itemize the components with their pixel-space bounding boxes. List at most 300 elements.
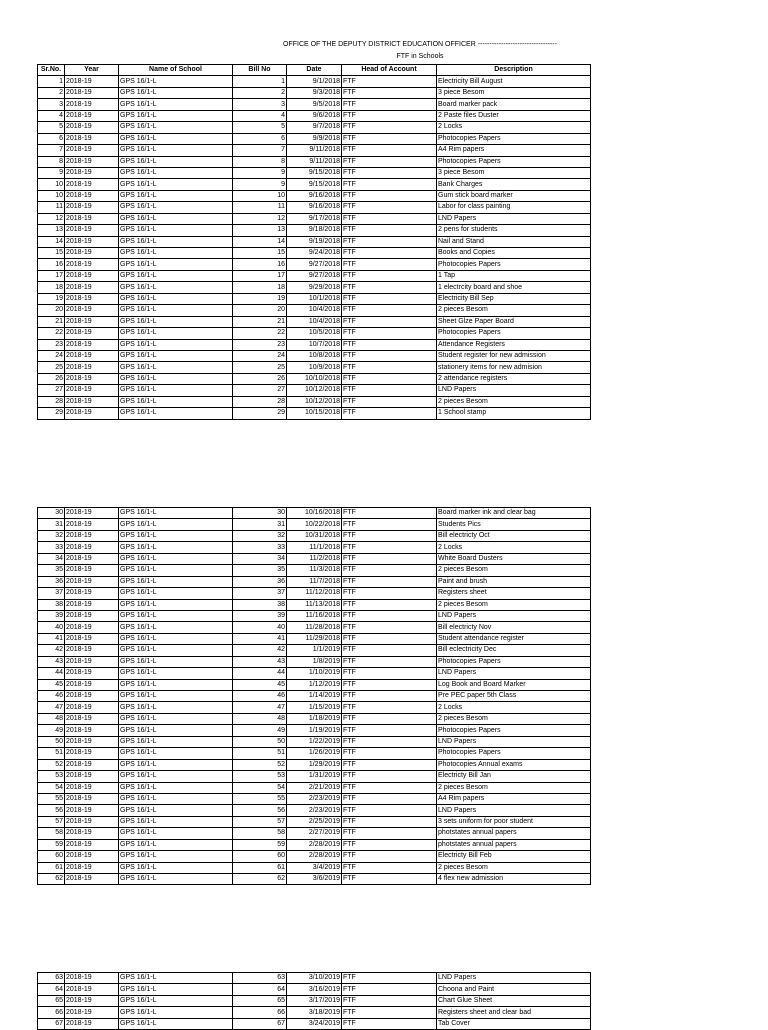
cell-school: GPS 16/1-L [119, 145, 233, 156]
cell-head-of-account: FTF [342, 270, 437, 281]
cell-bill-no: 41 [233, 633, 287, 644]
table-row [38, 668, 591, 679]
cell-school: GPS 16/1-L [119, 828, 233, 839]
cell-school: GPS 16/1-L [119, 259, 233, 270]
cell-year: 2018-19 [65, 530, 119, 541]
cell-sr-no: 39 [38, 610, 65, 621]
cell-description: Tab Cover [437, 1018, 591, 1029]
cell-bill-no: 28 [233, 396, 287, 407]
cell-year: 2018-19 [65, 610, 119, 621]
cell-year: 2018-19 [65, 874, 119, 885]
cell-head-of-account: FTF [342, 133, 437, 144]
ledger-table-section-1 [37, 64, 591, 420]
cell-sr-no: 13 [38, 225, 65, 236]
cell-description: Students Pics [437, 519, 591, 530]
cell-description: photstates annual papers [437, 839, 591, 850]
cell-year: 2018-19 [65, 816, 119, 827]
cell-sr-no: 21 [38, 316, 65, 327]
cell-year: 2018-19 [65, 316, 119, 327]
col-header-year: Year [65, 65, 119, 76]
cell-description: Pre PEC paper 5th Class [437, 691, 591, 702]
cell-school: GPS 16/1-L [119, 339, 233, 350]
cell-description: Electricity Bill August [437, 76, 591, 87]
cell-bill-no: 66 [233, 1007, 287, 1018]
cell-date: 11/28/2018 [287, 622, 342, 633]
cell-school: GPS 16/1-L [119, 110, 233, 121]
cell-bill-no: 29 [233, 408, 287, 419]
cell-bill-no: 40 [233, 622, 287, 633]
cell-school: GPS 16/1-L [119, 645, 233, 656]
cell-school: GPS 16/1-L [119, 508, 233, 519]
table-row [38, 202, 591, 213]
cell-date: 11/1/2018 [287, 542, 342, 553]
cell-bill-no: 35 [233, 565, 287, 576]
cell-year: 2018-19 [65, 771, 119, 782]
cell-sr-no: 55 [38, 793, 65, 804]
cell-school: GPS 16/1-L [119, 782, 233, 793]
cell-sr-no: 2 [38, 87, 65, 98]
cell-year: 2018-19 [65, 725, 119, 736]
cell-date: 9/18/2018 [287, 225, 342, 236]
cell-description: Bill electricty Nov [437, 622, 591, 633]
cell-sr-no: 45 [38, 679, 65, 690]
cell-date: 9/9/2018 [287, 133, 342, 144]
cell-year: 2018-19 [65, 305, 119, 316]
cell-description: LND Papers [437, 213, 591, 224]
cell-school: GPS 16/1-L [119, 984, 233, 995]
cell-school: GPS 16/1-L [119, 588, 233, 599]
table-row [38, 633, 591, 644]
cell-school: GPS 16/1-L [119, 519, 233, 530]
cell-bill-no: 42 [233, 645, 287, 656]
cell-head-of-account: FTF [342, 396, 437, 407]
cell-sr-no: 58 [38, 828, 65, 839]
cell-sr-no: 31 [38, 519, 65, 530]
cell-school: GPS 16/1-L [119, 270, 233, 281]
cell-date: 1/29/2019 [287, 759, 342, 770]
cell-bill-no: 64 [233, 984, 287, 995]
cell-school: GPS 16/1-L [119, 316, 233, 327]
cell-sr-no: 40 [38, 622, 65, 633]
cell-description: Electricty Bill Feb [437, 851, 591, 862]
cell-head-of-account: FTF [342, 87, 437, 98]
cell-sr-no: 43 [38, 656, 65, 667]
cell-description: Photocopies Papers [437, 133, 591, 144]
cell-head-of-account: FTF [342, 816, 437, 827]
cell-school: GPS 16/1-L [119, 293, 233, 304]
table-row [38, 599, 591, 610]
cell-description: 1 electrcity board and shoe [437, 282, 591, 293]
cell-sr-no: 22 [38, 328, 65, 339]
cell-year: 2018-19 [65, 122, 119, 133]
cell-description: Electricty Bill Jan [437, 771, 591, 782]
cell-year: 2018-19 [65, 645, 119, 656]
cell-sr-no: 1 [38, 76, 65, 87]
cell-date: 10/7/2018 [287, 339, 342, 350]
cell-date: 9/1/2018 [287, 76, 342, 87]
cell-head-of-account: FTF [342, 576, 437, 587]
cell-year: 2018-19 [65, 805, 119, 816]
cell-year: 2018-19 [65, 282, 119, 293]
cell-head-of-account: FTF [342, 76, 437, 87]
table-row [38, 282, 591, 293]
cell-school: GPS 16/1-L [119, 305, 233, 316]
cell-school: GPS 16/1-L [119, 328, 233, 339]
cell-year: 2018-19 [65, 839, 119, 850]
cell-date: 2/27/2019 [287, 828, 342, 839]
cell-head-of-account: FTF [342, 110, 437, 121]
cell-date: 9/24/2018 [287, 248, 342, 259]
table-row [38, 851, 591, 862]
cell-date: 9/27/2018 [287, 259, 342, 270]
cell-bill-no: 20 [233, 305, 287, 316]
cell-head-of-account: FTF [342, 984, 437, 995]
cell-date: 11/2/2018 [287, 553, 342, 564]
cell-head-of-account: FTF [342, 408, 437, 419]
cell-school: GPS 16/1-L [119, 668, 233, 679]
cell-sr-no: 23 [38, 339, 65, 350]
table-row [38, 679, 591, 690]
table-row [38, 984, 591, 995]
cell-head-of-account: FTF [342, 519, 437, 530]
cell-sr-no: 12 [38, 213, 65, 224]
cell-bill-no: 45 [233, 679, 287, 690]
cell-school: GPS 16/1-L [119, 713, 233, 724]
cell-sr-no: 35 [38, 565, 65, 576]
cell-date: 1/14/2019 [287, 691, 342, 702]
cell-date: 9/16/2018 [287, 202, 342, 213]
cell-head-of-account: FTF [342, 385, 437, 396]
cell-school: GPS 16/1-L [119, 373, 233, 384]
cell-year: 2018-19 [65, 542, 119, 553]
cell-date: 2/23/2019 [287, 793, 342, 804]
cell-school: GPS 16/1-L [119, 862, 233, 873]
cell-school: GPS 16/1-L [119, 839, 233, 850]
cell-description: LND Papers [437, 736, 591, 747]
cell-school: GPS 16/1-L [119, 759, 233, 770]
cell-description: Paint and brush [437, 576, 591, 587]
cell-date: 10/4/2018 [287, 305, 342, 316]
cell-sr-no: 36 [38, 576, 65, 587]
table-row [38, 408, 591, 419]
cell-sr-no: 16 [38, 259, 65, 270]
cell-description: Sheet Glze Paper Board [437, 316, 591, 327]
cell-bill-no: 52 [233, 759, 287, 770]
cell-head-of-account: FTF [342, 771, 437, 782]
cell-description: Nail and Stand [437, 236, 591, 247]
cell-sr-no: 41 [38, 633, 65, 644]
cell-head-of-account: FTF [342, 839, 437, 850]
cell-year: 2018-19 [65, 748, 119, 759]
cell-head-of-account: FTF [342, 293, 437, 304]
col-header-date: Date [287, 65, 342, 76]
cell-bill-no: 61 [233, 862, 287, 873]
table-row [38, 248, 591, 259]
cell-head-of-account: FTF [342, 668, 437, 679]
cell-head-of-account: FTF [342, 656, 437, 667]
cell-head-of-account: FTF [342, 973, 437, 984]
cell-sr-no: 28 [38, 396, 65, 407]
cell-bill-no: 3 [233, 99, 287, 110]
cell-head-of-account: FTF [342, 373, 437, 384]
cell-date: 10/5/2018 [287, 328, 342, 339]
cell-bill-no: 9 [233, 179, 287, 190]
cell-date: 11/29/2018 [287, 633, 342, 644]
cell-bill-no: 48 [233, 713, 287, 724]
table-row [38, 259, 591, 270]
cell-head-of-account: FTF [342, 874, 437, 885]
cell-description: Registers sheet [437, 588, 591, 599]
cell-bill-no: 34 [233, 553, 287, 564]
table-row [38, 542, 591, 553]
cell-school: GPS 16/1-L [119, 633, 233, 644]
cell-head-of-account: FTF [342, 305, 437, 316]
table-row [38, 236, 591, 247]
cell-school: GPS 16/1-L [119, 553, 233, 564]
cell-sr-no: 63 [38, 973, 65, 984]
table-row [38, 167, 591, 178]
cell-head-of-account: FTF [342, 167, 437, 178]
cell-sr-no: 54 [38, 782, 65, 793]
cell-description: Photocopies Papers [437, 156, 591, 167]
cell-date: 10/12/2018 [287, 396, 342, 407]
cell-date: 2/21/2019 [287, 782, 342, 793]
cell-school: GPS 16/1-L [119, 874, 233, 885]
cell-description: Bank Charges [437, 179, 591, 190]
cell-year: 2018-19 [65, 519, 119, 530]
ledger-table-section-3 [37, 972, 591, 1030]
cell-school: GPS 16/1-L [119, 133, 233, 144]
cell-date: 10/22/2018 [287, 519, 342, 530]
cell-bill-no: 9 [233, 167, 287, 178]
table-row [38, 816, 591, 827]
cell-year: 2018-19 [65, 156, 119, 167]
cell-bill-no: 13 [233, 225, 287, 236]
table-row [38, 373, 591, 384]
cell-year: 2018-19 [65, 167, 119, 178]
cell-sr-no: 64 [38, 984, 65, 995]
cell-sr-no: 11 [38, 202, 65, 213]
table-row [38, 691, 591, 702]
cell-head-of-account: FTF [342, 1007, 437, 1018]
cell-head-of-account: FTF [342, 508, 437, 519]
cell-bill-no: 46 [233, 691, 287, 702]
cell-school: GPS 16/1-L [119, 350, 233, 361]
cell-sr-no: 24 [38, 350, 65, 361]
cell-sr-no: 50 [38, 736, 65, 747]
cell-year: 2018-19 [65, 508, 119, 519]
table-row [38, 270, 591, 281]
cell-date: 9/17/2018 [287, 213, 342, 224]
cell-date: 3/6/2019 [287, 874, 342, 885]
cell-sr-no: 19 [38, 293, 65, 304]
cell-sr-no: 5 [38, 122, 65, 133]
cell-year: 2018-19 [65, 828, 119, 839]
cell-head-of-account: FTF [342, 190, 437, 201]
cell-year: 2018-19 [65, 145, 119, 156]
cell-date: 2/28/2019 [287, 851, 342, 862]
cell-sr-no: 8 [38, 156, 65, 167]
cell-date: 11/12/2018 [287, 588, 342, 599]
table-row [38, 805, 591, 816]
cell-year: 2018-19 [65, 248, 119, 259]
cell-school: GPS 16/1-L [119, 702, 233, 713]
cell-sr-no: 52 [38, 759, 65, 770]
cell-head-of-account: FTF [342, 851, 437, 862]
cell-description: Choona and Paint [437, 984, 591, 995]
cell-year: 2018-19 [65, 793, 119, 804]
cell-description: LND Papers [437, 668, 591, 679]
cell-bill-no: 15 [233, 248, 287, 259]
cell-bill-no: 22 [233, 328, 287, 339]
cell-date: 3/24/2019 [287, 1018, 342, 1029]
cell-bill-no: 54 [233, 782, 287, 793]
cell-sr-no: 34 [38, 553, 65, 564]
table-row [38, 76, 591, 87]
table-row [38, 145, 591, 156]
table-row [38, 508, 591, 519]
cell-school: GPS 16/1-L [119, 76, 233, 87]
col-header-description: Description [437, 65, 591, 76]
table-row [38, 610, 591, 621]
cell-school: GPS 16/1-L [119, 213, 233, 224]
cell-date: 9/29/2018 [287, 282, 342, 293]
cell-bill-no: 2 [233, 87, 287, 98]
cell-school: GPS 16/1-L [119, 202, 233, 213]
cell-head-of-account: FTF [342, 213, 437, 224]
cell-sr-no: 20 [38, 305, 65, 316]
cell-bill-no: 23 [233, 339, 287, 350]
cell-bill-no: 18 [233, 282, 287, 293]
cell-year: 2018-19 [65, 328, 119, 339]
cell-head-of-account: FTF [342, 350, 437, 361]
cell-description: White Board Dusters [437, 553, 591, 564]
cell-sr-no: 49 [38, 725, 65, 736]
cell-bill-no: 21 [233, 316, 287, 327]
cell-bill-no: 10 [233, 190, 287, 201]
table-row [38, 736, 591, 747]
cell-bill-no: 60 [233, 851, 287, 862]
cell-description: 2 pieces Besom [437, 782, 591, 793]
cell-date: 11/13/2018 [287, 599, 342, 610]
cell-head-of-account: FTF [342, 530, 437, 541]
cell-date: 9/15/2018 [287, 179, 342, 190]
cell-school: GPS 16/1-L [119, 179, 233, 190]
cell-school: GPS 16/1-L [119, 771, 233, 782]
cell-date: 1/1/2019 [287, 645, 342, 656]
cell-head-of-account: FTF [342, 702, 437, 713]
cell-date: 10/16/2018 [287, 508, 342, 519]
cell-sr-no: 30 [38, 508, 65, 519]
cell-date: 9/11/2018 [287, 145, 342, 156]
cell-year: 2018-19 [65, 350, 119, 361]
cell-head-of-account: FTF [342, 862, 437, 873]
cell-date: 2/25/2019 [287, 816, 342, 827]
cell-description: A4 Rim papers [437, 793, 591, 804]
cell-school: GPS 16/1-L [119, 736, 233, 747]
table-row [38, 362, 591, 373]
cell-description: Photocopies Papers [437, 748, 591, 759]
cell-head-of-account: FTF [342, 599, 437, 610]
cell-bill-no: 58 [233, 828, 287, 839]
cell-school: GPS 16/1-L [119, 190, 233, 201]
cell-school: GPS 16/1-L [119, 816, 233, 827]
cell-description: LND Papers [437, 805, 591, 816]
cell-bill-no: 47 [233, 702, 287, 713]
cell-description: Attendance Registers [437, 339, 591, 350]
cell-date: 11/7/2018 [287, 576, 342, 587]
cell-bill-no: 12 [233, 213, 287, 224]
cell-date: 1/10/2019 [287, 668, 342, 679]
cell-head-of-account: FTF [342, 316, 437, 327]
cell-head-of-account: FTF [342, 828, 437, 839]
cell-head-of-account: FTF [342, 610, 437, 621]
cell-sr-no: 17 [38, 270, 65, 281]
table-row [38, 396, 591, 407]
cell-date: 3/16/2019 [287, 984, 342, 995]
cell-date: 3/17/2019 [287, 995, 342, 1006]
cell-description: 3 sets uniform for poor student [437, 816, 591, 827]
cell-head-of-account: FTF [342, 225, 437, 236]
cell-description: Photocopies Papers [437, 259, 591, 270]
cell-school: GPS 16/1-L [119, 1007, 233, 1018]
cell-school: GPS 16/1-L [119, 248, 233, 259]
cell-year: 2018-19 [65, 633, 119, 644]
cell-sr-no: 15 [38, 248, 65, 259]
cell-head-of-account: FTF [342, 542, 437, 553]
cell-year: 2018-19 [65, 99, 119, 110]
table-row [38, 350, 591, 361]
cell-date: 10/12/2018 [287, 385, 342, 396]
cell-date: 9/27/2018 [287, 270, 342, 281]
cell-year: 2018-19 [65, 622, 119, 633]
cell-sr-no: 26 [38, 373, 65, 384]
cell-date: 10/15/2018 [287, 408, 342, 419]
cell-description: Bill electricty Oct [437, 530, 591, 541]
cell-bill-no: 26 [233, 373, 287, 384]
cell-head-of-account: FTF [342, 553, 437, 564]
cell-year: 2018-19 [65, 984, 119, 995]
cell-sr-no: 46 [38, 691, 65, 702]
cell-year: 2018-19 [65, 408, 119, 419]
cell-bill-no: 50 [233, 736, 287, 747]
cell-date: 1/19/2019 [287, 725, 342, 736]
cell-date: 9/3/2018 [287, 87, 342, 98]
cell-date: 1/12/2019 [287, 679, 342, 690]
cell-description: LND Papers [437, 610, 591, 621]
cell-year: 2018-19 [65, 713, 119, 724]
table-row [38, 588, 591, 599]
cell-bill-no: 49 [233, 725, 287, 736]
cell-sr-no: 65 [38, 995, 65, 1006]
cell-bill-no: 17 [233, 270, 287, 281]
cell-description: Board marker pack [437, 99, 591, 110]
cell-description: Student attendance register [437, 633, 591, 644]
cell-bill-no: 31 [233, 519, 287, 530]
table-row [38, 316, 591, 327]
table-row [38, 553, 591, 564]
cell-year: 2018-19 [65, 373, 119, 384]
cell-description: Labor for class painting [437, 202, 591, 213]
cell-description: Gum stick board marker [437, 190, 591, 201]
cell-bill-no: 7 [233, 145, 287, 156]
cell-sr-no: 61 [38, 862, 65, 873]
cell-school: GPS 16/1-L [119, 362, 233, 373]
col-header-head-of-account: Head of Account [342, 65, 437, 76]
table-row [38, 995, 591, 1006]
cell-year: 2018-19 [65, 588, 119, 599]
table-row [38, 530, 591, 541]
